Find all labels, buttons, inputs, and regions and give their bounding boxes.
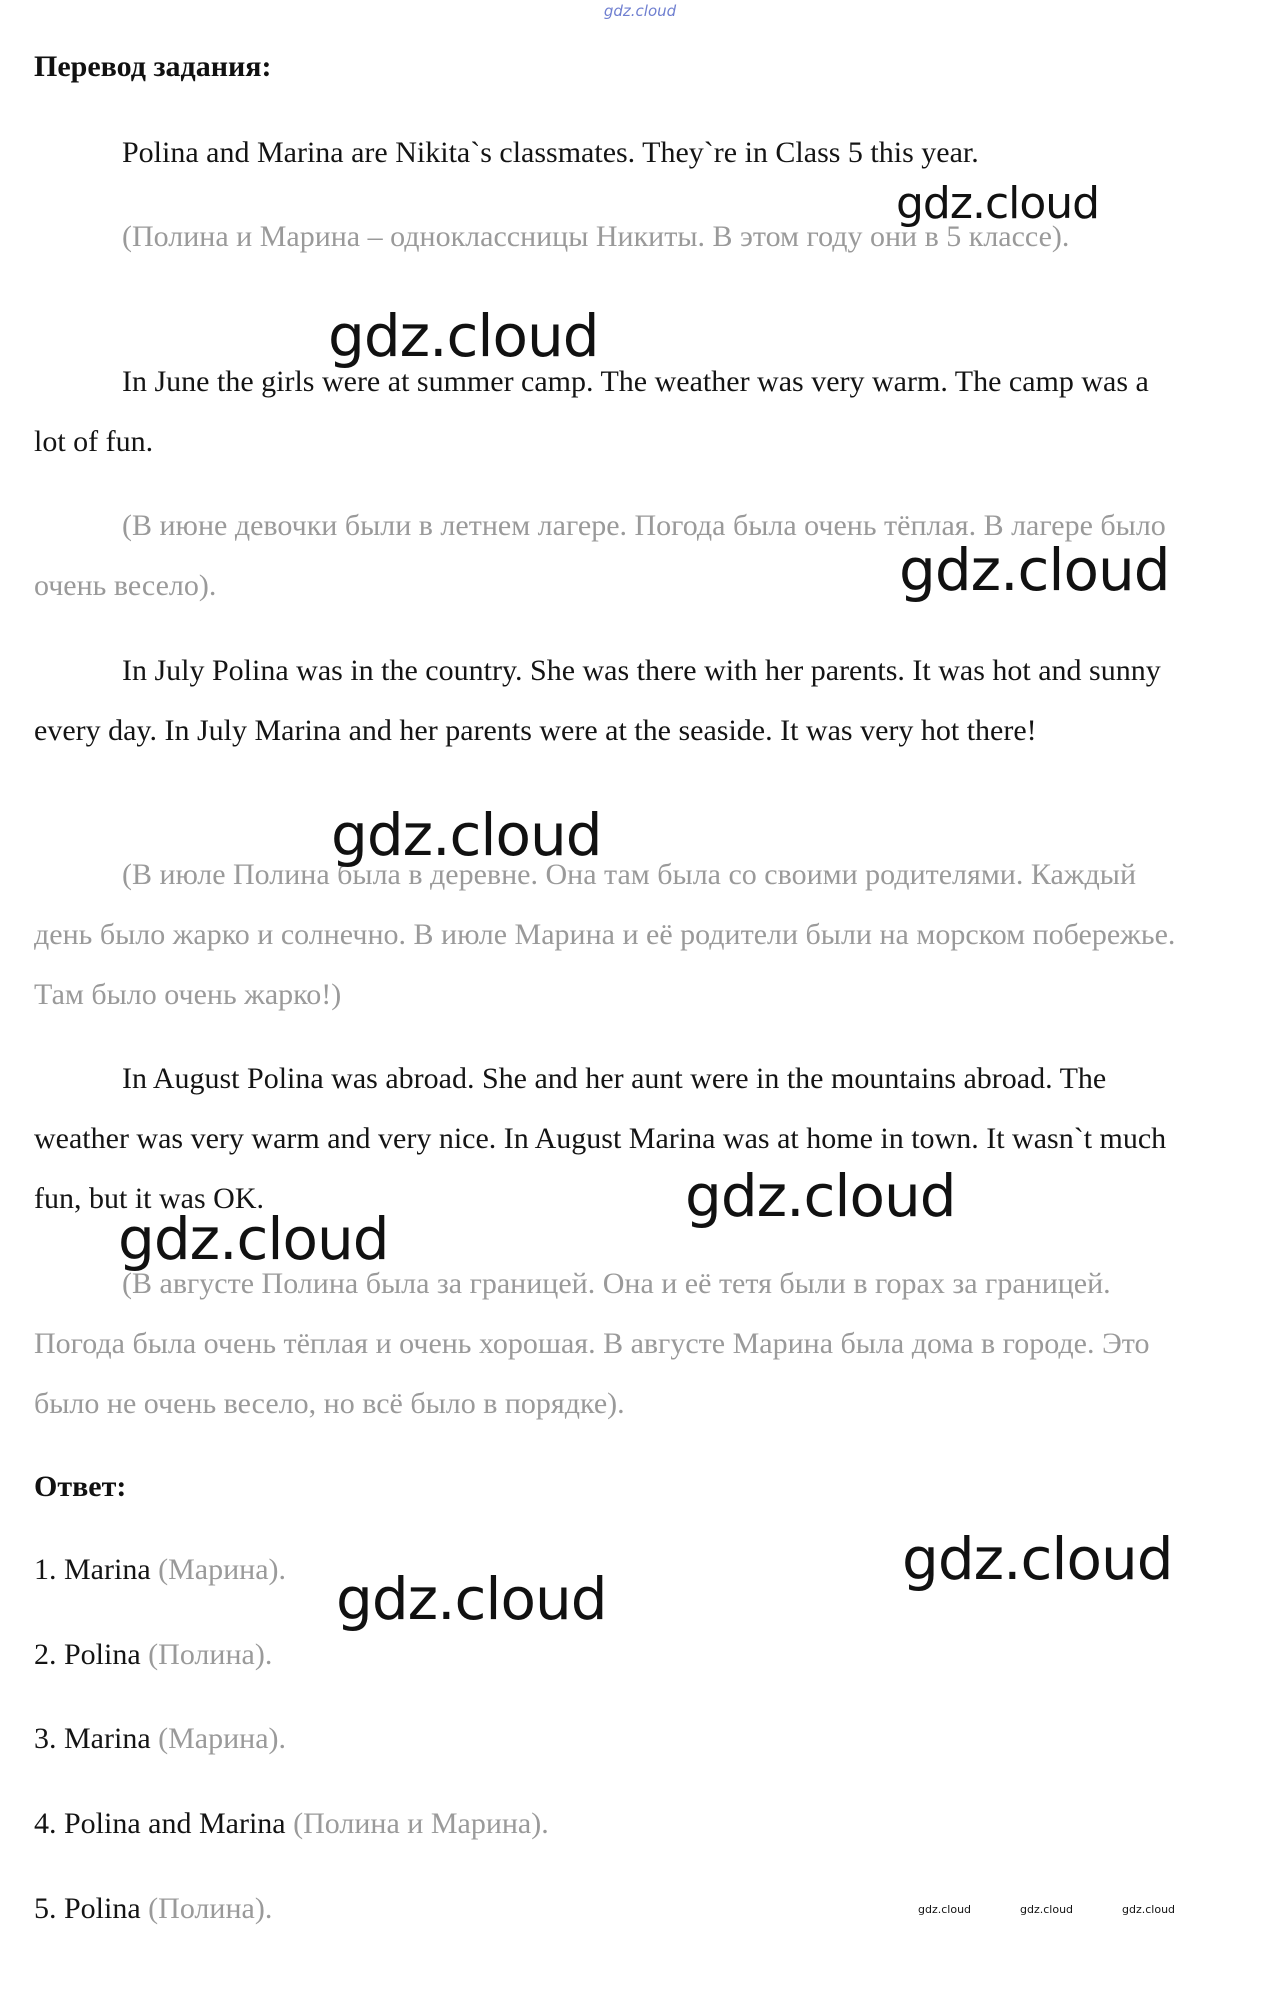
- watermark: gdz.cloud: [118, 1205, 389, 1273]
- paragraph-2-en: In June the girls were at summer camp. The weather was very warm. The camp was a lot of fun.: [34, 365, 1149, 458]
- answer-item: [34, 1638, 272, 1672]
- watermark: gdz.cloud: [1122, 1903, 1176, 1916]
- answer-item: [34, 1892, 272, 1926]
- paragraph-1-ru: (Полина и Марина – одноклассницы Никиты. В этом году они в 5 классе).: [122, 220, 1070, 253]
- watermark: gdz.cloud: [918, 1903, 972, 1916]
- answer-en: 2. Polina: [34, 1638, 141, 1671]
- paragraph-2-ru: (В июне девочки были в летнем лагере. Погода была очень тёплая. В лагере было очень весело).: [34, 509, 1166, 602]
- answer-item: [34, 1553, 286, 1587]
- watermark: gdz.cloud: [896, 178, 1100, 229]
- watermark: gdz.cloud: [685, 1162, 956, 1230]
- translation-heading: Перевод задания:: [34, 50, 272, 83]
- answer-en: 1. Marina: [34, 1553, 151, 1586]
- answer-heading: Ответ:: [34, 1470, 127, 1503]
- watermark: gdz.cloud: [1020, 1903, 1074, 1916]
- answer-ru: (Полина).: [148, 1892, 273, 1925]
- answer-en: 4. Polina and Marina: [34, 1807, 286, 1840]
- paragraph-3-en: In July Polina was in the country. She was there with her parents. It was hot and sunny every day. In July Marina and her parents were at the seaside. It was very hot there!: [34, 654, 1161, 747]
- top-watermark: gdz.cloud: [603, 2, 677, 20]
- answer-item: [34, 1807, 549, 1841]
- paragraph-1-en: Polina and Marina are Nikita`s classmates. They`re in Class 5 this year.: [122, 136, 979, 169]
- answer-ru: (Полина).: [148, 1638, 273, 1671]
- watermark: gdz.cloud: [328, 302, 599, 370]
- watermark: gdz.cloud: [331, 801, 602, 869]
- answer-en: 5. Polina: [34, 1892, 141, 1925]
- answer-en: 3. Marina: [34, 1722, 151, 1755]
- watermark: gdz.cloud: [336, 1565, 607, 1633]
- paragraph-4-en: In August Polina was abroad. She and her aunt were in the mountains abroad. The weather was very warm and very nice. In August Marina was at home in town. It wasn`t much fun, but it was OK.: [34, 1062, 1167, 1215]
- answer-ru: (Полина и Марина).: [293, 1807, 549, 1840]
- answer-item: [34, 1722, 286, 1756]
- paragraph-3-ru: (В июле Полина была в деревне. Она там была со своими родителями. Каждый день было жарко и солнечно. В июле Марина и её родители были на морском побережье. Там было очень жарко!): [34, 858, 1176, 1011]
- answer-ru: (Марина).: [158, 1722, 287, 1755]
- watermark: gdz.cloud: [899, 536, 1170, 604]
- watermark: gdz.cloud: [902, 1525, 1173, 1593]
- answer-ru: (Марина).: [158, 1553, 287, 1586]
- paragraph-4-ru: (В августе Полина была за границей. Она и её тетя были в горах за границей. Погода была очень тёплая и очень хорошая. В августе Марина была дома в городе. Это было не очень весело, но всё было в порядке).: [34, 1267, 1150, 1420]
